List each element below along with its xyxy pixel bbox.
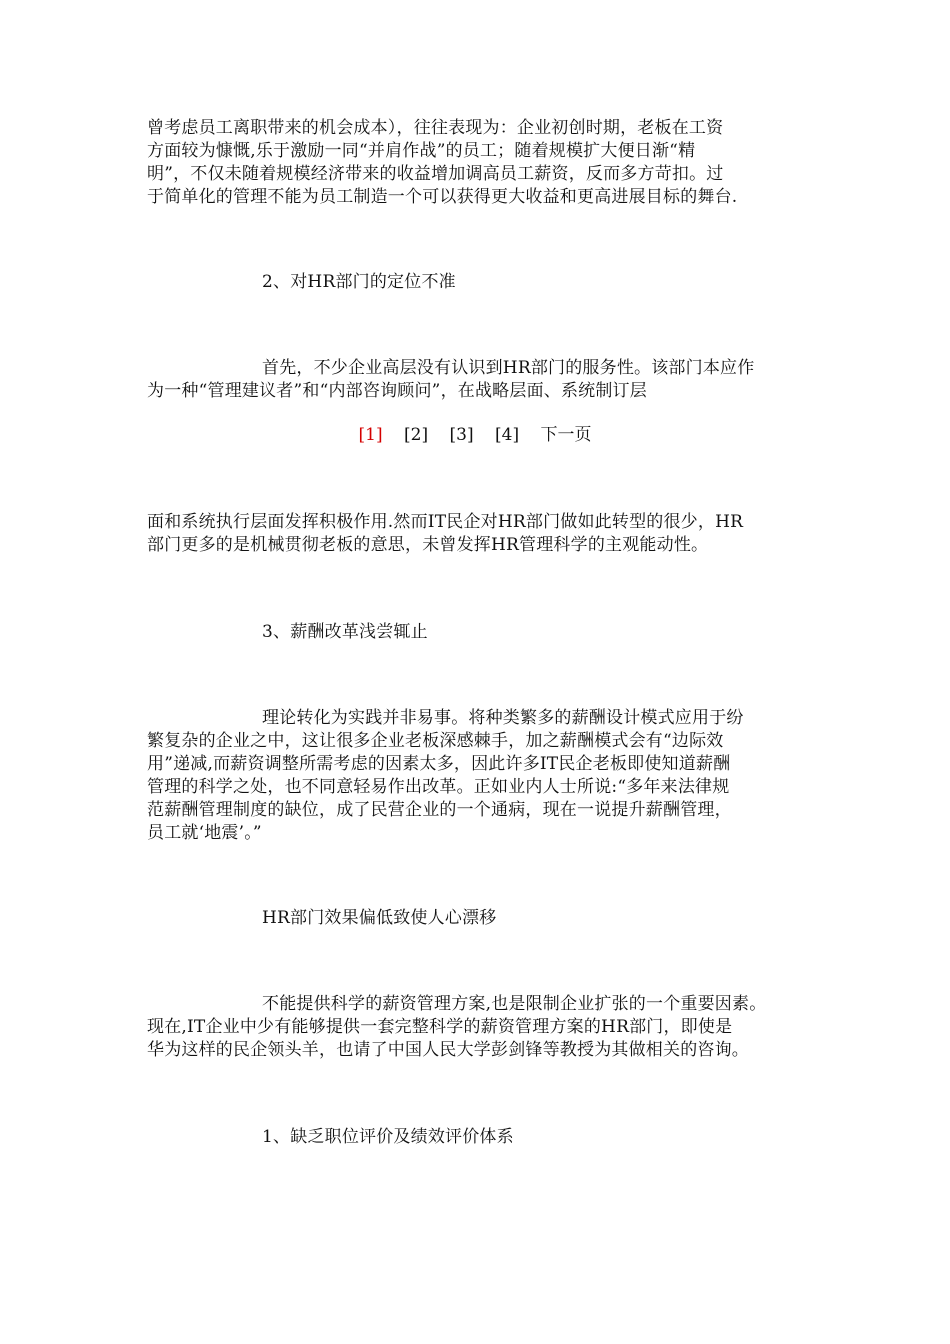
paragraph-line: 用”递减,而薪资调整所需考虑的因素太多，因此许多IT民企老板即使知道薪酬 [147, 754, 731, 774]
paragraph-line: 现在,IT企业中少有能够提供一套完整科学的薪资管理方案的HR部门，即使是 [147, 1017, 733, 1037]
paragraph-line: 华为这样的民企领头羊，也请了中国人民大学彭剑锋等教授为其做相关的咨询。 [147, 1040, 749, 1060]
paragraph-line: 首先，不少企业高层没有认识到HR部门的服务性。该部门本应作 [262, 358, 755, 378]
paragraph-line: 不能提供科学的薪资管理方案,也是限制企业扩张的一个重要因素。 [262, 994, 767, 1014]
paragraph-line: 为一种“管理建议者”和“内部咨询顾问”，在战略层面、系统制订层 [147, 381, 647, 401]
section-heading: 1、缺乏职位评价及绩效评价体系 [262, 1127, 514, 1147]
next-page-link[interactable]: 下一页 [540, 425, 592, 445]
section-heading: HR部门效果偏低致使人心漂移 [262, 908, 497, 928]
paragraph-line: 部门更多的是机械贯彻老板的意思，未曾发挥HR管理科学的主观能动性。 [147, 535, 709, 555]
paragraph-line: 于简单化的管理不能为员工制造一个可以获得更大收益和更高进展目标的舞台. [147, 187, 738, 207]
paragraph-line: 员工就‘地震’。” [147, 823, 262, 843]
paragraph-line: 明”，不仅未随着规模经济带来的收益增加调高员工薪资，反而多方苛扣。过 [147, 164, 724, 184]
section-heading: 2、对HR部门的定位不准 [262, 272, 456, 292]
paragraph-line: 理论转化为实践并非易事。将种类繁多的薪酬设计模式应用于纷 [262, 708, 744, 728]
pagination [0, 424, 950, 446]
section-heading: 3、薪酬改革浅尝辄止 [262, 622, 428, 642]
page-link-4[interactable]: [4] [495, 425, 520, 445]
page-link-3[interactable]: [3] [449, 425, 474, 445]
page-link-2[interactable]: [2] [404, 425, 429, 445]
paragraph-line: 范薪酬管理制度的缺位，成了民营企业的一个通病，现在一说提升薪酬管理， [147, 800, 732, 820]
paragraph-line: 繁复杂的企业之中，这让很多企业老板深感棘手，加之薪酬模式会有“边际效 [147, 731, 724, 751]
paragraph-line: 曾考虑员工离职带来的机会成本），往往表现为：企业初创时期，老板在工资 [147, 118, 724, 138]
paragraph-line: 方面较为慷慨,乐于激励一同“并肩作战”的员工；随着规模扩大便日渐“精 [147, 141, 696, 161]
page-link-1[interactable]: [1] [358, 425, 383, 445]
paragraph-line: 面和系统执行层面发挥积极作用.然而IT民企对HR部门做如此转型的很少，HR [147, 512, 744, 532]
paragraph-line: 管理的科学之处，也不同意轻易作出改革。正如业内人士所说:“多年来法律规 [147, 777, 730, 797]
